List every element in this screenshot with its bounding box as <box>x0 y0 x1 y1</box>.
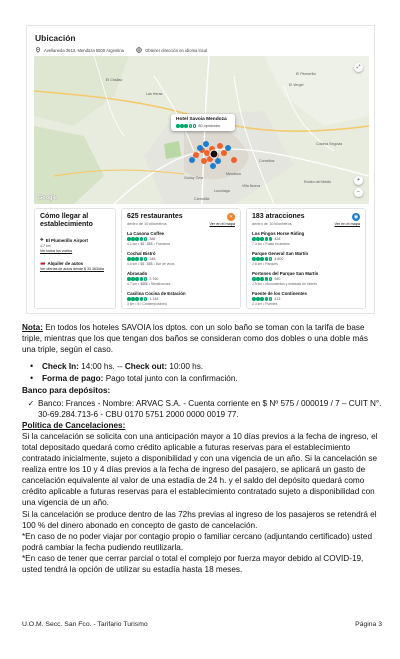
location-pin-icon <box>35 47 41 53</box>
restaurant-name: Casilina Cocina de Estación <box>127 291 186 296</box>
globe-icon <box>136 47 142 53</box>
attractions-panel <box>246 208 366 309</box>
bank-title-text: Banco para depósitos: <box>22 386 111 396</box>
google-logo: Google <box>38 195 57 201</box>
map-label: Villa Nueva <box>242 184 261 188</box>
rating-bubbles <box>252 297 272 301</box>
nota-text: En todos los hoteles SAVOIA los dptos. con un solo baño se toman con la tarifa de base triple, mientras que los que tengan dos baños se consideran como dos dobles o una doble más una triple, según el caso. <box>22 323 368 355</box>
hotel-popup[interactable] <box>171 114 235 131</box>
attraction-name: Fuente de los Continentes <box>252 291 307 296</box>
attraction-name: Portones del Parque San Martín <box>252 271 319 276</box>
document-body <box>22 322 382 575</box>
attractions-map-link[interactable]: Ver en el mapa <box>334 222 360 226</box>
attraction-name: Los Pingos Horse Riding <box>252 231 305 236</box>
car-icon: 🚗 <box>40 260 46 265</box>
restaurant-detail: 3 km • $ • Contemporánea <box>127 302 167 306</box>
restaurants-map-link[interactable]: Ver en el mapa <box>209 222 235 226</box>
restaurant-detail: 4.7 km • $$$$ • Steakhouses <box>127 282 171 286</box>
rating-bubbles <box>127 297 147 301</box>
map-label: Godoy Cruz <box>184 176 204 180</box>
restaurant-name: Cochal Bistró <box>127 251 156 256</box>
rating-bubbles <box>127 257 147 261</box>
nota-paragraph <box>22 322 382 355</box>
restaurant-reviews: 348 <box>149 257 156 261</box>
rating-bubbles <box>127 277 147 281</box>
map-label: Corralitos <box>259 159 275 163</box>
attraction-detail: 2.9 km • Monumentos y estatuas de interés <box>252 282 318 286</box>
payment-label: Forma de pago: <box>42 374 104 384</box>
map-label: Luzuriaga <box>214 189 230 193</box>
car-rental-title: Alquiler de autos <box>47 260 84 266</box>
conditions-list <box>22 361 382 384</box>
attraction-item[interactable] <box>252 271 360 286</box>
payment-value: Pago total junto con la confirmación. <box>103 374 238 384</box>
page-number: Página 3 <box>355 621 382 628</box>
airport-name: El Plumerillo Airport <box>45 237 88 243</box>
bank-title <box>22 385 382 396</box>
map-label: El Plumerillo <box>296 72 316 76</box>
page-footer <box>22 621 382 628</box>
rating-bubbles <box>127 237 147 241</box>
restaurant-reviews: 1.148 <box>149 297 159 301</box>
rating-bubbles <box>252 237 272 241</box>
zoom-in-icon[interactable]: + <box>354 176 363 185</box>
restaurant-reviews: 388 <box>149 237 156 241</box>
car-rental-row <box>40 260 110 266</box>
get-there-title: Cómo llegar al establecimiento <box>40 213 93 228</box>
restaurant-detail: 4.1 km • $$ - $$$ • Francesa <box>127 242 170 246</box>
rating-bubbles <box>252 257 272 261</box>
restaurant-item[interactable] <box>127 271 235 286</box>
list-item <box>22 373 382 384</box>
checkin-value: 14:00 hs. -- <box>78 362 125 372</box>
nota-label: Nota: <box>22 323 43 332</box>
restaurant-name: La Casona Coffee <box>127 231 165 236</box>
zoom-out-icon[interactable]: − <box>354 188 363 197</box>
restaurants-title: 625 restaurantes <box>127 213 183 220</box>
restaurant-detail: 4.6 km • $$ - $$$ • Bar de vinos <box>127 262 175 266</box>
map-label: Colonia Segovia <box>316 142 343 146</box>
checkout-label: Check out: <box>124 362 168 372</box>
fork-icon: ✕ <box>228 214 234 220</box>
footer-left: U.O.M. Secc. San Fco. - Tarifario Turismo <box>22 621 148 628</box>
map-label: Carrodilla <box>194 197 210 201</box>
restaurants-panel <box>121 208 241 309</box>
list-item <box>22 361 382 372</box>
map-label: El Vergel <box>289 83 304 87</box>
attraction-reviews: 413 <box>274 297 281 301</box>
attraction-reviews: 428 <box>274 237 281 241</box>
attraction-detail: 2.4 km • Fuentes <box>252 302 278 306</box>
covid-note-2: *En caso de tener que cerrar parcial o total el complejo por fuerza mayor debido al COVID-19, usted tendrá la opción de utilizar su estadía hasta 18 meses. <box>22 553 364 574</box>
hotel-reviews: 80 opiniones <box>198 124 220 128</box>
rating-bubbles <box>176 124 196 128</box>
checkmark-icon: ✓ <box>27 398 35 408</box>
plane-icon: ✈ <box>40 237 44 242</box>
cancel-paragraph-2: Si la cancelación se produce dentro de las 72hs previas al ingreso de los pasajeros se retendrá el 100 % del dinero abonado en concepto de gasto de cancelación. <box>22 509 377 530</box>
cancel-title <box>22 420 382 431</box>
attraction-detail: 7.4 km • Rutas ecuestres <box>252 242 290 246</box>
cancel-title-text: Política de Cancelaciones: <box>22 420 126 430</box>
attraction-item[interactable] <box>252 251 360 266</box>
restaurant-reviews: 2.760 <box>149 277 159 281</box>
restaurant-item[interactable] <box>127 231 235 246</box>
attraction-icon: ◉ <box>353 214 359 220</box>
attraction-reviews: 940 <box>274 277 281 281</box>
attractions-title: 183 atracciones <box>252 213 305 220</box>
local-language-link[interactable]: Obtener dirección en idioma local <box>145 47 208 53</box>
restaurant-name: Abrasado <box>127 271 148 276</box>
map[interactable] <box>34 56 369 204</box>
airport-distance: 4.7 km <box>40 244 51 248</box>
checkin-label: Check In: <box>42 362 79 372</box>
checkout-value: 10:00 hs. <box>167 362 204 372</box>
address-text: Avellaneda 3613, Mendoza 5500 Argentina <box>44 47 125 53</box>
bank-item <box>22 398 382 420</box>
restaurants-subtitle: dentro de 10 kilómetros <box>127 222 167 226</box>
attractions-subtitle: dentro de 10 kilómetros <box>252 222 292 226</box>
attraction-item[interactable] <box>252 291 360 306</box>
map-label: El Challao <box>106 78 123 82</box>
get-there-panel <box>34 208 116 309</box>
address-row <box>35 45 368 55</box>
fullscreen-icon[interactable]: ⤢ <box>354 63 363 72</box>
attraction-item[interactable] <box>252 231 360 246</box>
covid-note-1: *En caso de no poder viajar por contagio propio o familiar cercano (adjuntando certificado) usted podrá cambiar la fecha pudiendo reutilizarla. <box>22 531 372 552</box>
restaurant-item[interactable] <box>127 251 235 266</box>
map-label: Rodeo del Medio <box>304 180 332 184</box>
flights-link[interactable]: Ver todos los vuelos <box>40 249 73 253</box>
restaurant-item[interactable] <box>127 291 235 306</box>
attraction-name: Parque General San Martín <box>252 251 309 256</box>
rating-bubbles <box>252 277 272 281</box>
map-label: Mendoza <box>226 172 241 176</box>
airport-row <box>40 237 110 243</box>
car-rental-link[interactable]: Ver ofertas de autos desde $ 33.363/día <box>40 267 104 271</box>
hotel-name: Hotel Savoia Mendoza <box>176 117 227 122</box>
attraction-reviews: 4.800 <box>274 257 284 261</box>
location-card <box>26 25 375 314</box>
location-title: Ubicación <box>35 33 76 43</box>
attraction-detail: 2.6 km • Parques <box>252 262 278 266</box>
cancel-paragraph-1: Si la cancelación se solicita con una anticipación mayor a 10 días previos a la fecha de ingreso, el total depositado quedará como crédito aplicable a futuras reservas para el establecimiento contratado inicialmente, sujeto a disponibilidad y con una vigencia de un año. Si la cancelación se realiza entre los 10 y 4 días previos a la fecha de ingreso del pasajero, se aplicará un gasto de cancelación equivalente al valor de una estadía de 24 h. y el saldo del depósito quedará como crédito aplicable a futuras reservas para el establecimiento contratado sujeto a disponibilidad con una vigencia de un año. <box>22 431 378 508</box>
bank-details: Banco: Frances - Nombre: ARVAC S.A. - Cuenta corriente en $ Nº 575 / 000019 / 7 – CUIT N°. 30-69.284.713-6 - CBU 0170 5751 2000 0000 0019 77. <box>38 398 382 419</box>
map-label: Las Heras <box>146 92 163 96</box>
